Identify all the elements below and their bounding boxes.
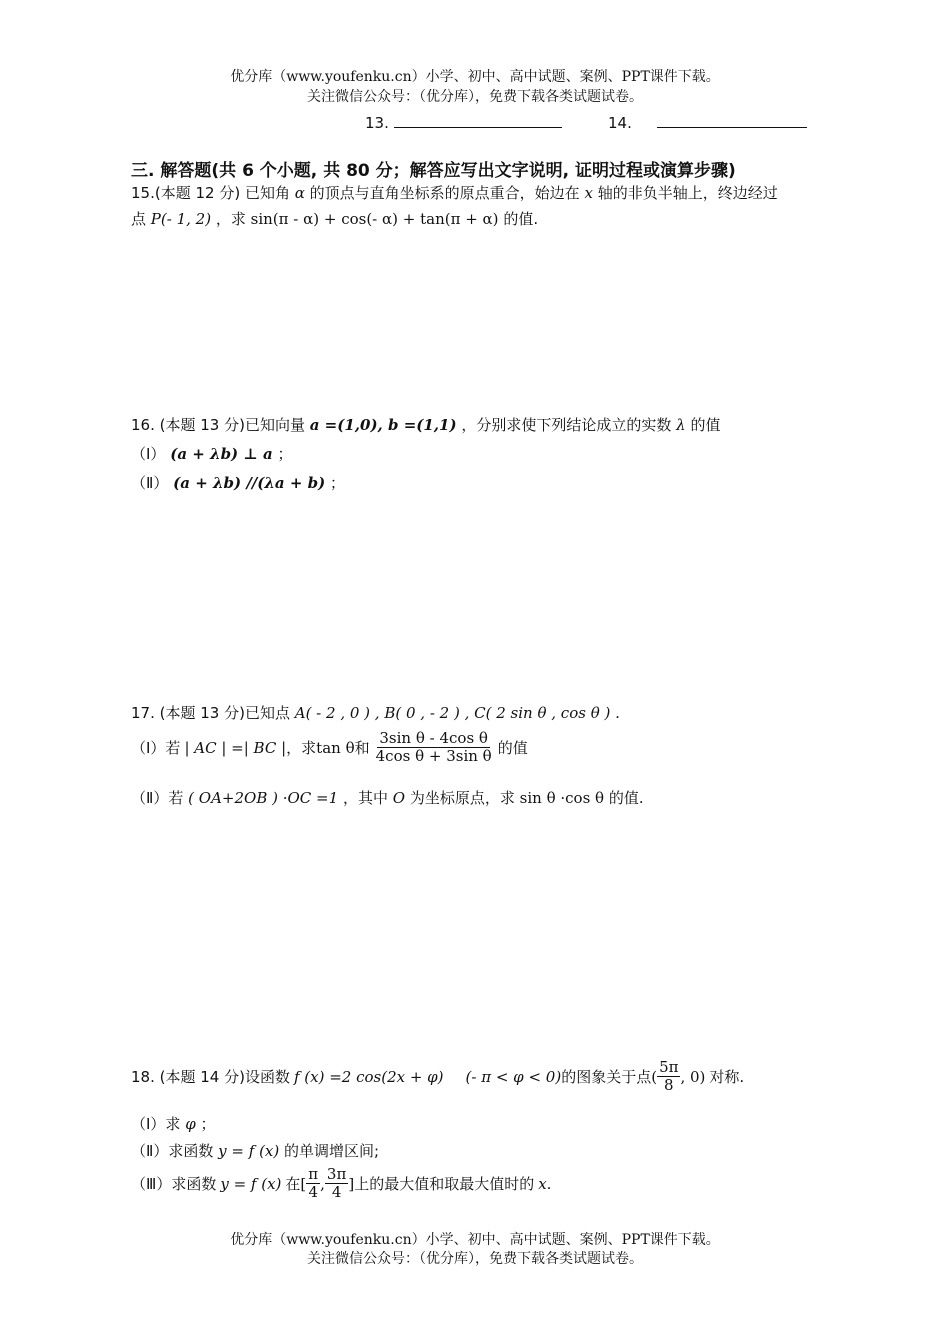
q17-part-1 (131, 730, 528, 766)
q15-point: P(- 1, 2) (150, 210, 212, 228)
q18-p1-label: （Ⅰ）求 (131, 1115, 181, 1133)
blank-14-label: 14. (608, 114, 632, 132)
q17-p2-origin: O (392, 789, 406, 807)
q18-p3-end: . (546, 1174, 552, 1193)
q18-interval-start (306, 1166, 320, 1202)
blank-13-line (394, 113, 562, 128)
q18-point-numerator: 5π (659, 1058, 679, 1076)
q15-x: x (584, 184, 593, 202)
q18-interval-start-den: 4 (308, 1183, 318, 1202)
header-line-2: 关注微信公众号：（优分库），免费下载各类试题试卷。 (307, 89, 643, 105)
blank-14-line (657, 113, 807, 128)
q16-p1-expr: (a + λb) ⊥ a (170, 445, 273, 463)
q17-intro (131, 702, 620, 723)
q18-p3-label: （Ⅲ）求函数 (131, 1175, 217, 1194)
q15-text-c: 轴的非负半轴上，终边经过 (597, 184, 778, 202)
q15-line-2 (131, 208, 538, 229)
q18-interval-comma: , (320, 1174, 325, 1193)
q18-intro (131, 1059, 744, 1095)
q18-p3-in: 在 (285, 1175, 301, 1194)
q18-p2-label: （Ⅱ）求函数 (131, 1142, 214, 1160)
q18-range: (- π < φ < 0) (465, 1067, 562, 1086)
q17-p2-mid: ，其中 (342, 789, 388, 807)
q18-p2-func: y = f (x) (218, 1142, 280, 1160)
q18-interval-end-num: 3π (326, 1165, 347, 1183)
q18-part-1 (131, 1113, 216, 1134)
q15-text-b: 的顶点与直角坐标系的原点重合，始边在 (309, 184, 580, 202)
q16-p2-end: ； (330, 474, 346, 492)
answer-blank-14 (608, 113, 807, 132)
q17-p1-and: 和 (354, 739, 370, 758)
q17-p1-tan: tan θ (316, 738, 355, 757)
q18-point-denominator: 8 (663, 1076, 674, 1095)
q15-line-1 (131, 182, 778, 203)
q18-p3-func: y = f (x) (220, 1174, 282, 1193)
q17-part-2 (131, 787, 644, 808)
q16-p2-expr: (a + λb) //(λa + b) (173, 474, 326, 492)
q17-fraction (374, 730, 494, 766)
q18-point-fraction (657, 1059, 680, 1095)
q15-expression: sin(π - α) + cos(- α) + tan(π + α) (250, 210, 499, 228)
q17-p1-end: 的值 (497, 739, 528, 758)
q18-p1-phi: φ (185, 1115, 196, 1133)
q16-intro (131, 414, 720, 435)
q17-intro-a: 17. (本题 13 分)已知点 (131, 704, 290, 722)
q17-p2-cond: ( OA+2OB ) ·OC =1 (188, 789, 339, 807)
q15-ask: ，求 (215, 210, 246, 228)
q18-p3-x: x (538, 1174, 547, 1193)
q17-p1-label: （Ⅰ）若 (131, 739, 181, 758)
q16-p2-label: （Ⅱ） (131, 474, 169, 492)
q18-function: f (x) =2 cos(2x + φ) (293, 1067, 444, 1086)
q18-p1-end: ； (200, 1115, 216, 1133)
footer-line-1: 优分库（www.youfenku.cn）小学、初中、高中试题、案例、PPT课件下载。 (230, 1232, 720, 1248)
q17-p2-expr: sin θ ·cos θ (519, 789, 605, 807)
q15-intro: 15.(本题 12 分) 已知角 (131, 184, 290, 202)
blank-13-label: 13. (365, 114, 389, 132)
q16-lambda: λ (676, 416, 686, 434)
q16-intro-b: ，分别求使下列结论成立的实数 (461, 416, 672, 434)
q18-part-2 (131, 1140, 379, 1161)
q18-interval-open: [ (300, 1174, 307, 1193)
q18-p2-end: 的单调增区间; (284, 1142, 380, 1160)
header-line-1: 优分库（www.youfenku.cn）小学、初中、高中试题、案例、PPT课件下载。 (230, 69, 720, 85)
q18-interval-end-den: 4 (331, 1183, 342, 1202)
q16-intro-c: 的值 (690, 416, 721, 434)
q17-p1-cond: | AC | =| BC | (184, 738, 287, 757)
q16-p1-label: （Ⅰ） (131, 445, 166, 463)
q17-p2-b: 为坐标原点，求 (409, 789, 515, 807)
q18-intro-a: 18. (本题 14 分)设函数 (131, 1068, 290, 1087)
q16-p1-end: ； (277, 445, 293, 463)
q16-intro-a: 16. (本题 13 分)已知向量 (131, 416, 305, 434)
q17-p2-end: 的值. (608, 789, 644, 807)
q18-p3-b: 上的最大值和取最大值时的 (354, 1175, 535, 1194)
q18-intro-b: 的图象关于点 (561, 1068, 652, 1087)
q15-alpha: α (294, 184, 305, 202)
q17-points: A( - 2 , 0 ) , B( 0 , - 2 ) , C( 2 sin θ , cos θ ) . (294, 704, 620, 722)
q17-frac-denominator: 4cos θ + 3sin θ (375, 747, 492, 766)
q17-p2-label: （Ⅱ）若 (131, 789, 184, 807)
q15-end: 的值. (503, 210, 539, 228)
q17-frac-numerator: 3sin θ - 4cos θ (379, 729, 488, 747)
q16-vectors: a =(1,0), b =(1,1) (309, 416, 457, 434)
q18-interval-end (325, 1166, 348, 1202)
footer-line-2: 关注微信公众号：（优分库），免费下载各类试题试卷。 (307, 1251, 643, 1267)
q18-part-3 (131, 1166, 551, 1202)
q15-point-label: 点 (131, 210, 147, 228)
q18-interval-start-num: π (308, 1165, 319, 1183)
q18-point-open: ( (651, 1067, 658, 1086)
answer-blank-13 (365, 113, 562, 132)
q16-part-1 (131, 443, 293, 464)
q18-intro-c: 对称. (709, 1068, 745, 1087)
q18-interval-close: ] (348, 1174, 355, 1193)
q16-part-2 (131, 472, 345, 493)
q17-p1-mid: ，求 (286, 739, 317, 758)
section-title: 三. 解答题(共 6 个小题, 共 80 分；解答应写出文字说明, 证明过程或演算步骤) (131, 161, 736, 181)
q18-point-close: , 0) (680, 1067, 706, 1086)
